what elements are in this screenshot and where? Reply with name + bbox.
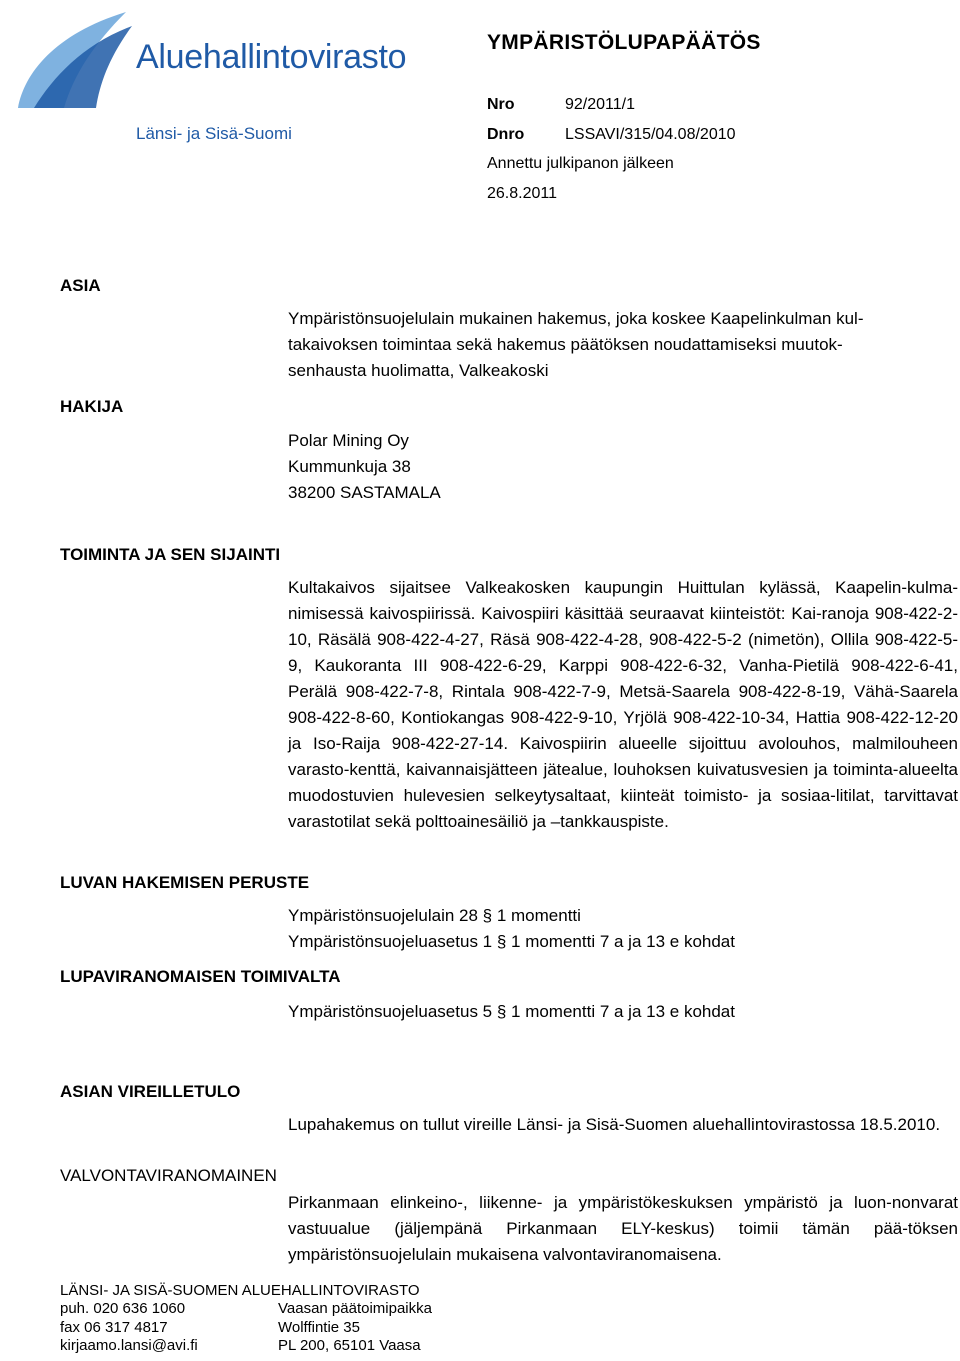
asia-text: Ympäristönsuojelulain mukainen hakemus, joka koskee Kaapelinkulman kul- takaivoksen toimintaa sekä hakemus päätöksen noudattamiseksi muutok- senhausta huolimatta, Valkeakoski <box>288 309 864 380</box>
dnro-value: LSSAVI/315/04.08/2010 <box>565 126 736 143</box>
asia-label: ASIA <box>60 276 101 295</box>
valvonta-label: VALVONTAVIRANOMAINEN <box>60 1166 277 1185</box>
hakija-label: HAKIJA <box>60 397 124 416</box>
valvonta-text: Pirkanmaan elinkeino-, liikenne- ja ympäristökeskuksen ympäristö ja luon-nonvarat vastuualue (jäljempänä Pirkanmaan ELY-keskus) toimii tämän pää-töksen ympäristönsuojelulain mukaisena valvontaviranomaisena. <box>288 1193 958 1264</box>
nro-label: Nro <box>487 96 515 113</box>
document-title: YMPÄRISTÖLUPAPÄÄTÖS <box>487 31 761 54</box>
peruste-label: LUVAN HAKEMISEN PERUSTE <box>60 873 310 892</box>
vireilletulo-label: ASIAN VIREILLETULO <box>60 1082 241 1101</box>
annettu-date: 26.8.2011 <box>487 185 557 202</box>
footer-address: Vaasan päätoimipaikka Wolffintie 35 PL 200, 65101 Vaasa <box>278 1300 432 1354</box>
toiminta-label: TOIMINTA JA SEN SIJAINTI <box>60 545 281 564</box>
nro-value: 92/2011/1 <box>565 96 635 113</box>
peruste-text: Ympäristönsuojelulain 28 § 1 momentti Ympäristönsuojeluasetus 1 § 1 momentti 7 a ja 13 e kohdat <box>288 906 735 951</box>
toimivalta-text: Ympäristönsuojeluasetus 5 § 1 momentti 7 a ja 13 e kohdat <box>288 1002 735 1021</box>
hakija-text: Polar Mining Oy Kummunkuja 38 38200 SASTAMALA <box>288 431 441 502</box>
logo-wordmark: Aluehallintovirasto <box>136 38 407 76</box>
annettu-text: Annettu julkipanon jälkeen <box>487 155 674 172</box>
dnro-label: Dnro <box>487 126 525 143</box>
vireilletulo-text: Lupahakemus on tullut vireille Länsi- ja Sisä-Suomen aluehallintovirastossa 18.5.2010. <box>288 1115 941 1134</box>
toimivalta-label: LUPAVIRANOMAISEN TOIMIVALTA <box>60 967 341 986</box>
footer-contact: puh. 020 636 1060 fax 06 317 4817 kirjaamo.lansi@avi.fi <box>60 1300 198 1354</box>
footer-heading: LÄNSI- JA SISÄ-SUOMEN ALUEHALLINTOVIRASTO <box>60 1282 420 1299</box>
region-name: Länsi- ja Sisä-Suomi <box>136 124 292 143</box>
toiminta-text: Kultakaivos sijaitsee Valkeakosken kaupungin Huittulan kylässä, Kaapelin-kulma- nimisessä kaivospiirissä. Kaivospiiri käsittää seuraavat kiinteistöt: Kai-ranoja 908-422-2-10, Räsälä 908-422-4-27, Räsä 908-422-4-28, 908-422-5-2 (nimetön), Ollila 908-422-5-9, Kaukoranta III 908-422-6-29, Karppi 908-422-6-32, Vanha-Pietilä 908-422-6-41, Perälä 908-422-7-8, Rintala 908-422-7-9, Metsä-Saarela 908-422-8-19, Vähä-Saarela 908-422-8-60, Kontiokangas 908-422-9-10, Yrjölä 908-422-10-34, Hattia 908-422-12-20 ja Iso-Raija 908-422-27-14. Kaivospiirin alueelle sijoittuu avolouhos, malmilouheen varasto-kenttä, kaivannaisjätteen jätealue, louhoksen kuivatusvesien ja toiminta-alueelta muodostuvien hulevesien selkeytysaltaat, kiinteät toimisto- ja sosiaa-litilat, tarvittavat varastotilat sekä polttoainesäiliö ja –tankkauspiste. <box>288 578 958 831</box>
